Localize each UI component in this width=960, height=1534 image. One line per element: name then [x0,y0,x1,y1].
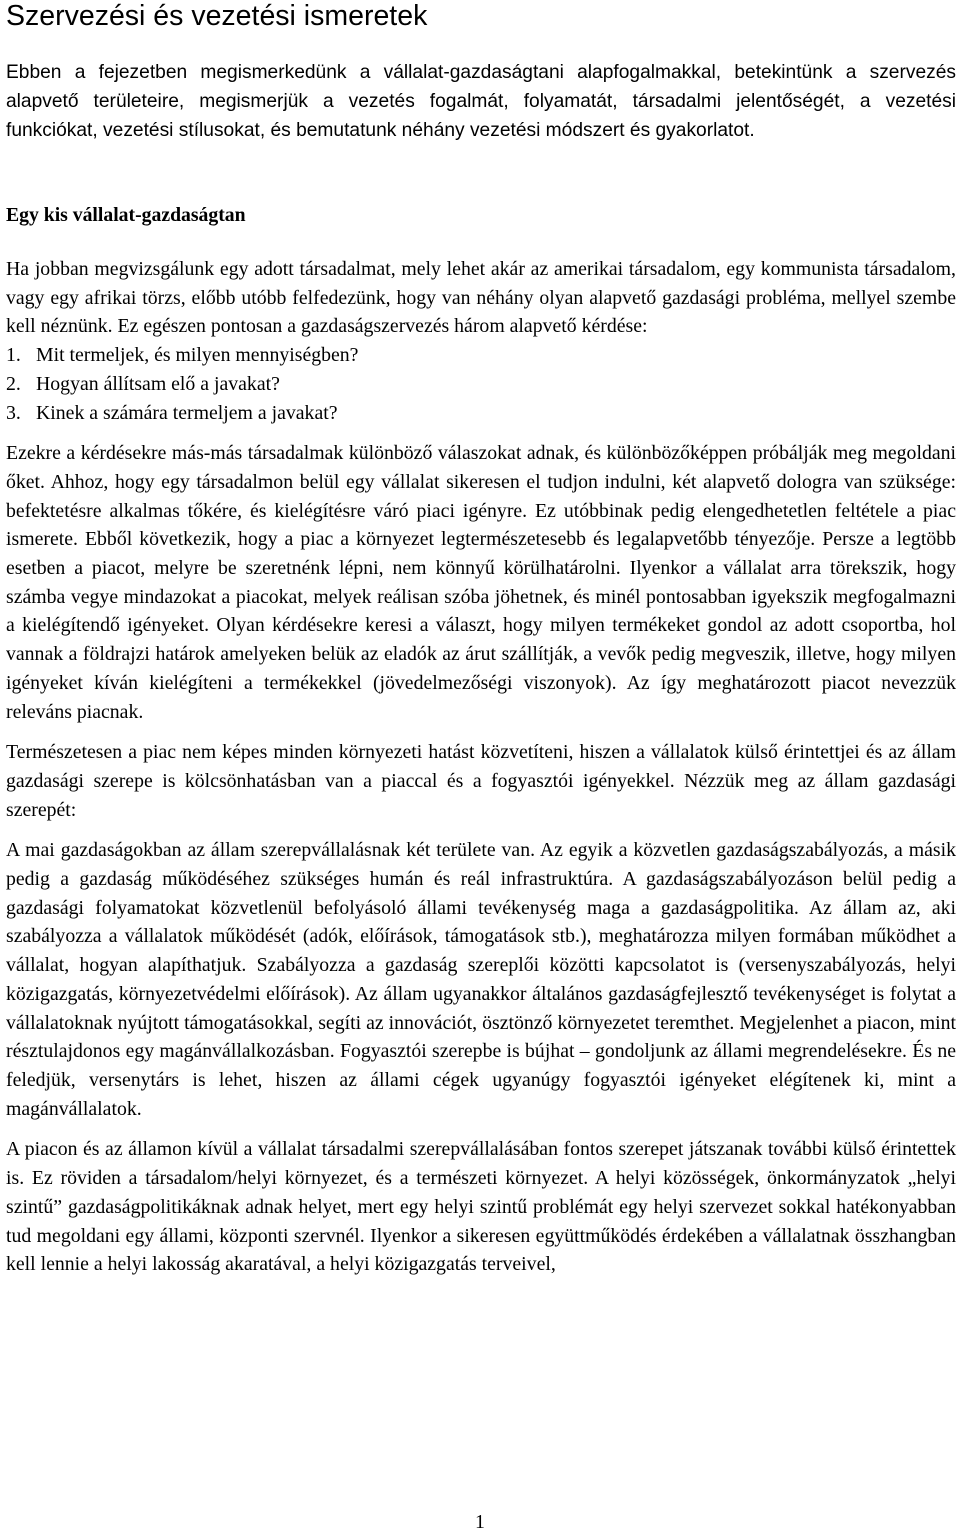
paragraph-1: Ha jobban megvizsgálunk egy adott társadalmat, mely lehet akár az amerikai társadalom, egy kommunista társadalom, vagy egy afrikai törzs, előbb utóbb felfedezünk, hogy van néhány olyan alapvető gazdasági probléma, mellyel szembe kell néznünk. Ez egészen pontosan a gazdaságszervezés három alapvető kérdése: [6,258,956,338]
page-number: 1 [475,1511,485,1533]
paragraph-5: A piacon és az államon kívül a vállalat társadalmi szerepvállalásában fontos szerepet játszanak további külső érintettek is. Ez röviden a társadalom/helyi környezet, és a természeti környezet. A helyi közösségek, önkormányzatok „helyi szintű” gazdaságpolitikáknak adnak helyet, mert egy helyi szintű problémát egy helyi szervezet sokkal hatékonyabban tud megoldani egy állami, központi szervnél. Ilyenkor a sikeresen együttműködés érdekében a vállalatnak összhangban kell lennie a helyi lakosság akaratával, a helyi közigazgatás terveivel, [6,1138,956,1276]
list-item-text: Mit termeljek, és milyen mennyiségben? [36,344,359,367]
list-item-number: 2. [6,372,21,395]
list-item [6,399,956,428]
list-item-number: 1. [6,344,21,367]
paragraph-2: Ezekre a kérdésekre más-más társadalmak különböző válaszokat adnak, és különbözőképpen próbálják meg megoldani őket. Ahhoz, hogy egy társadalmon belül egy vállalat sikeresen el tudjon indulni, két alapvető dologra van szüksége: befektetésre alkalmas tőkére, és kielégítésre váró piaci igényre. Ez utóbbinak pedig elengedhetetlen feltétele a piac ismerete. Ebből következik, hogy a piac a környezet legtermészetesebb és legalapvetőbb tényezője. Persze a legtöbb esetben a piacot, melyre be szeretnénk lépni, nem könnyű körülhatárolni. Ilyenkor a vállalat arra törekszik, hogy számba vegye mindazokat a piacokat, melyek reálisan szóba jöhetnek, és minél pontosabban igyekszik megfogalmazni a kielégítendő igényeket. Olyan kérdésekre keresi a választ, hogy milyen termékeket gondol az adott csoportba, hol vannak a földrajzi határok amelyeken belük az eladók az árut szállítják, a vevők pedig megveszik, illetve, hogy milyen igényeket kíván kielégíteni a termékekkel (jövedelmezőségi viszonyok). Az így meghatározott piacot nevezzük releváns piacnak. [6,442,956,723]
list-item-text: Hogyan állítsam elő a javakat? [36,372,280,395]
document-title: Szervezési és vezetési ismeretek [6,0,428,32]
list-item [6,341,956,370]
list-item [6,370,956,399]
questions-list [6,341,956,427]
intro-paragraph: Ebben a fejezetben megismerkedünk a vállalat-gazdaságtani alapfogalmakkal, betekintünk a szervezés alapvető területeire, megismerjük a vezetés fogalmát, folyamatát, társadalmi jelentőségét, a vezetési funkciókat, vezetési stílusokat, és bemutatunk néhány vezetési módszert és gyakorlatot. [6,62,956,141]
body-text [6,255,956,1291]
list-item-number: 3. [6,401,21,424]
paragraph-3: Természetesen a piac nem képes minden környezeti hatást közvetíteni, hiszen a vállalatok külső érintettjei és az állam gazdasági szerepe is kölcsönhatásban van a piaccal és a fogyasztói igényekkel. Nézzük meg az állam gazdasági szerepét: [6,741,956,821]
list-item-text: Kinek a számára termeljem a javakat? [36,401,338,424]
section-heading: Egy kis vállalat-gazdaságtan [6,204,246,226]
paragraph-4: A mai gazdaságokban az állam szerepvállalásnak két területe van. Az egyik a közvetlen gazdaságszabályozás, a másik pedig a gazdaság működéséhez szükséges humán és reál infrastruktúra. A gazdaságszabályozáson belül pedig a gazdasági folyamatokat közvetlenül befolyásoló állami tevékenység maga a gazdaságpolitika. Az állam az, aki szabályozza a vállalatok működését (adók, előírások, támogatások stb.), meghatározza milyen formában működhet a vállalat, hogyan alapíthatjuk. Szabályozza a gazdaság szereplői közötti kapcsolatot is (versenyszabályozás, helyi közigazgatás, környezetvédelmi előírások). Az állam ugyanakkor általános gazdaságfejlesztő tevékenységet is folytat a vállalatoknak nyújtott támogatásokkal, segíti az innovációt, ösztönző környezetet teremthet. Megjelenhet a piacon, mint résztulajdonos egy magánvállalkozásban. Fogyasztói szerepbe is bújhat – gondoljunk az állami megrendelésekre. És ne feledjük, versenytárs is lehet, hiszen az állami cégek ugyanúgy fogyasztói igényeket elégítenek ki, mint a magánvállalatok. [6,839,956,1120]
